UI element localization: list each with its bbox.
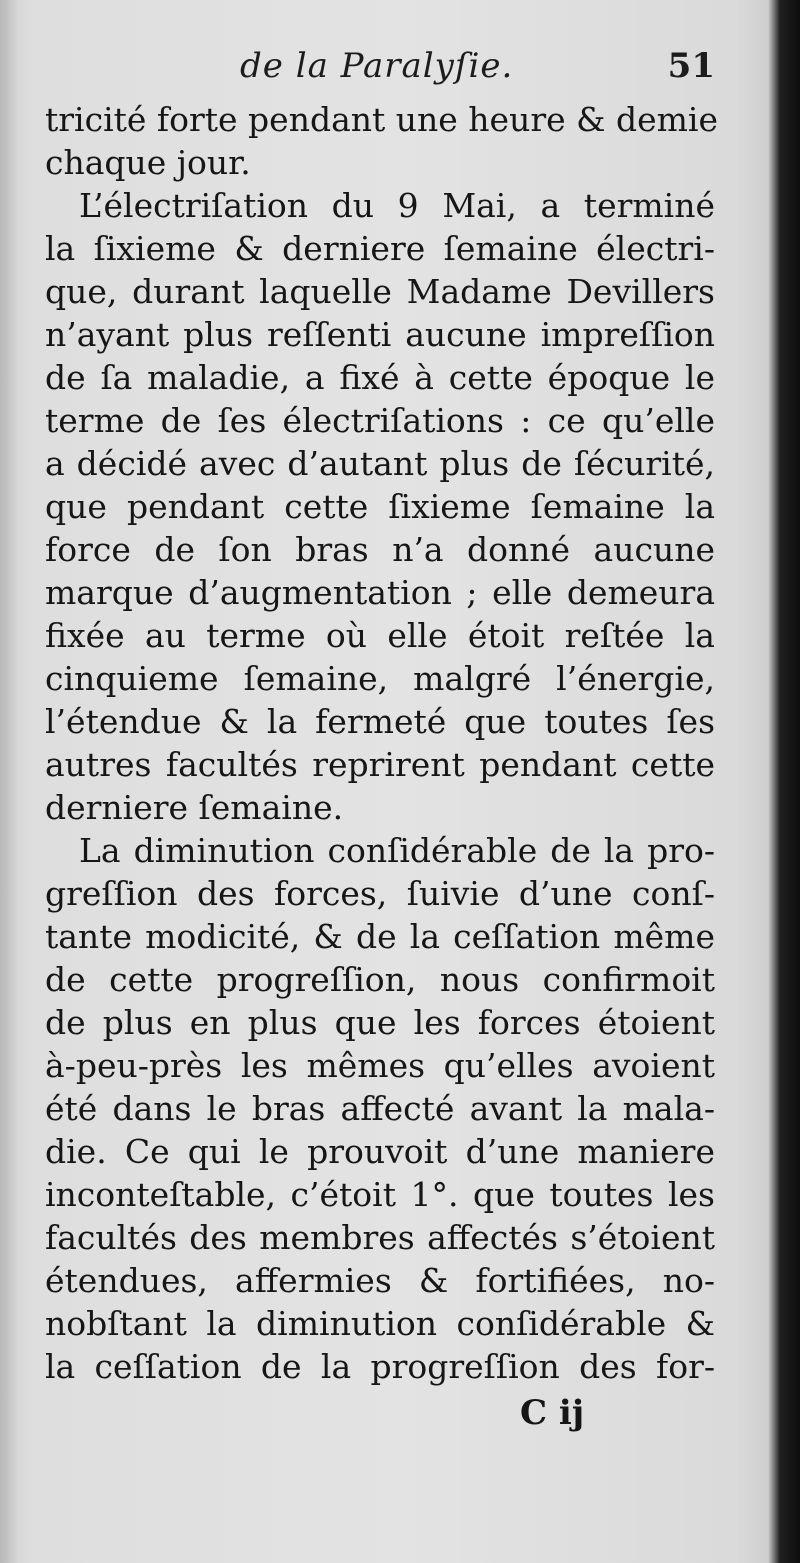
text-line: à-peu-près les mêmes qu’elles avoient [45,1046,715,1085]
text-line: die. Ce qui le prouvoit d’une maniere [45,1132,715,1171]
text-line: greſſion des forces, ſuivie d’une conſ- [45,874,715,913]
text-line: étendues, affermies & fortifiées, no- [45,1261,715,1300]
text-line: derniere ſemaine. [45,788,344,827]
text-line: la ceſſation de la progreſſion des for- [45,1347,715,1386]
text-line: de cette progreſſion, nous confirmoit [45,960,715,999]
text-line: fixée au terme où elle étoit reſtée la [45,616,715,655]
text-line: inconteſtable, c’étoit 1°. que toutes les [45,1175,715,1214]
text-line: que pendant cette ſixieme ſemaine la [45,487,715,526]
body-text [45,98,719,1388]
text-line: force de ſon bras n’a donné aucune [45,530,715,569]
text-line: facultés des membres affectés s’étoient [45,1218,715,1257]
text-line: autres facultés reprirent pendant cette [45,745,715,784]
page-header [45,46,715,96]
text-line: tricité forte pendant une heure & demie [45,100,719,139]
text-line: l’étendue & la fermeté que toutes ſes [45,702,715,741]
page-number: 51 [667,46,715,86]
text-line: a décidé avec d’autant plus de ſécurité, [45,444,715,483]
running-title: de la Paralyſie. [240,46,514,86]
text-line: nobſtant la diminution conſidérable & [45,1304,715,1343]
text-line: L’électriſation du 9 Mai, a terminé [79,186,715,225]
text-line: La diminution conſidérable de la pro- [79,831,715,870]
text-line: marque d’augmentation ; elle demeura [45,573,715,612]
signature-mark: C ij [520,1393,585,1433]
text-line: la ſixieme & derniere ſemaine électri- [45,229,715,268]
text-line: tante modicité, & de la ceſſation même [45,917,715,956]
text-line: terme de ſes électriſations : ce qu’elle [45,401,715,440]
text-line: n’ayant plus reſſenti aucune impreſſion [45,315,715,354]
page-edge-shadow [0,0,18,1563]
text-line: de plus en plus que les forces étoient [45,1003,715,1042]
text-line: été dans le bras affecté avant la mala- [45,1089,715,1128]
text-line: que, durant laquelle Madame Devillers [45,272,715,311]
text-line: chaque jour. [45,143,251,182]
text-line: cinquieme ſemaine, malgré l’énergie, [45,659,715,698]
text-line: de ſa maladie, a fixé à cette époque le [45,358,715,397]
